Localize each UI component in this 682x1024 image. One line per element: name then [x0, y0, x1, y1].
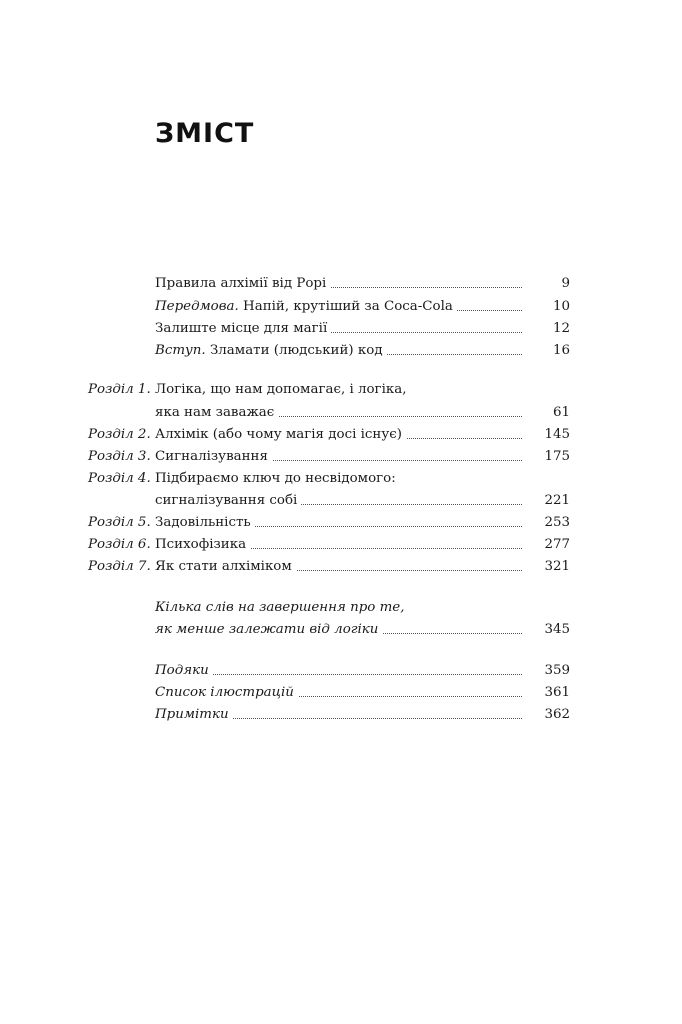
- toc-entry-notes[interactable]: [155, 704, 570, 726]
- afterword-title-line1: Кілька слів на завершення про те,: [155, 600, 405, 615]
- entry-title: Список ілюстрацій: [155, 682, 298, 704]
- entry-title: Подяки: [155, 660, 213, 682]
- chapter-label: Розділ 3.: [88, 449, 151, 464]
- toc-entry-acknowledgements[interactable]: [155, 660, 570, 682]
- entry-title: Примітки: [155, 704, 233, 726]
- page-number: 362: [540, 704, 570, 726]
- toc-entry-chapter-6[interactable]: [155, 534, 570, 556]
- entry-title: [155, 340, 387, 362]
- page-number: 253: [540, 512, 570, 534]
- chapter-title-line1: Логіка, що нам допомагає, і логіка,: [155, 382, 407, 397]
- toc-entry-chapter-1[interactable]: [155, 402, 570, 424]
- toc-entry-intro[interactable]: [155, 340, 570, 362]
- toc-entry-afterword[interactable]: [155, 619, 570, 641]
- page-number: 361: [540, 682, 570, 704]
- chapter-label: Розділ 6.: [88, 537, 151, 552]
- entry-prefix: Вступ.: [155, 343, 206, 358]
- page-number: 321: [540, 556, 570, 578]
- entry-title: Сигналізування: [155, 446, 272, 468]
- entry-title: Психофізика: [155, 534, 250, 556]
- entry-title: сигналізування собі: [155, 490, 301, 512]
- entry-title: Правила алхімії від Рорі: [155, 273, 330, 295]
- entry-title: як менше залежати від логіки: [155, 619, 382, 641]
- toc-entry-chapter-5[interactable]: [155, 512, 570, 534]
- toc-entry-illustrations[interactable]: [155, 682, 570, 704]
- entry-title: Задовільність: [155, 512, 255, 534]
- toc-entry-rules[interactable]: [155, 273, 570, 295]
- entry-title: Залиште місце для магії: [155, 318, 331, 340]
- toc-entry-magic[interactable]: [155, 318, 570, 340]
- chapter-label: Розділ 2.: [88, 427, 151, 442]
- toc-entry-chapter-4[interactable]: [155, 490, 570, 512]
- page-number: 175: [540, 446, 570, 468]
- chapter-label: Розділ 1.: [88, 382, 151, 397]
- toc-entry-chapter-7[interactable]: [155, 556, 570, 578]
- page-number: 345: [540, 619, 570, 641]
- chapter-label: Розділ 7.: [88, 559, 151, 574]
- entry-title: Як стати алхіміком: [155, 556, 296, 578]
- page-number: 12: [549, 318, 570, 340]
- page-number: 359: [540, 660, 570, 682]
- chapter-label: Розділ 4.: [88, 471, 151, 486]
- chapter-label: Розділ 5.: [88, 515, 151, 530]
- entry-title: [155, 296, 457, 318]
- page-number: 10: [549, 296, 570, 318]
- toc-entry-foreword[interactable]: [155, 296, 570, 318]
- toc-entry-chapter-3[interactable]: [155, 446, 570, 468]
- entry-text: Напій, крутіший за Coca-Cola: [238, 299, 453, 314]
- page-number: 16: [549, 340, 570, 362]
- page-number: 145: [540, 424, 570, 446]
- entry-title: яка нам заважає: [155, 402, 278, 424]
- page-number: 61: [549, 402, 570, 424]
- entry-prefix: Передмова.: [155, 299, 239, 314]
- toc-entry-chapter-2[interactable]: [155, 424, 570, 446]
- chapter-title-line1: Підбираємо ключ до несвідомого:: [155, 471, 396, 486]
- page-title: ЗМІСТ: [155, 118, 255, 149]
- page-number: 221: [540, 490, 570, 512]
- entry-text: Зламати (людський) код: [205, 343, 383, 358]
- page-number: 277: [540, 534, 570, 556]
- page-number: 9: [557, 273, 570, 295]
- entry-title: Алхімік (або чому магія досі існує): [155, 424, 406, 446]
